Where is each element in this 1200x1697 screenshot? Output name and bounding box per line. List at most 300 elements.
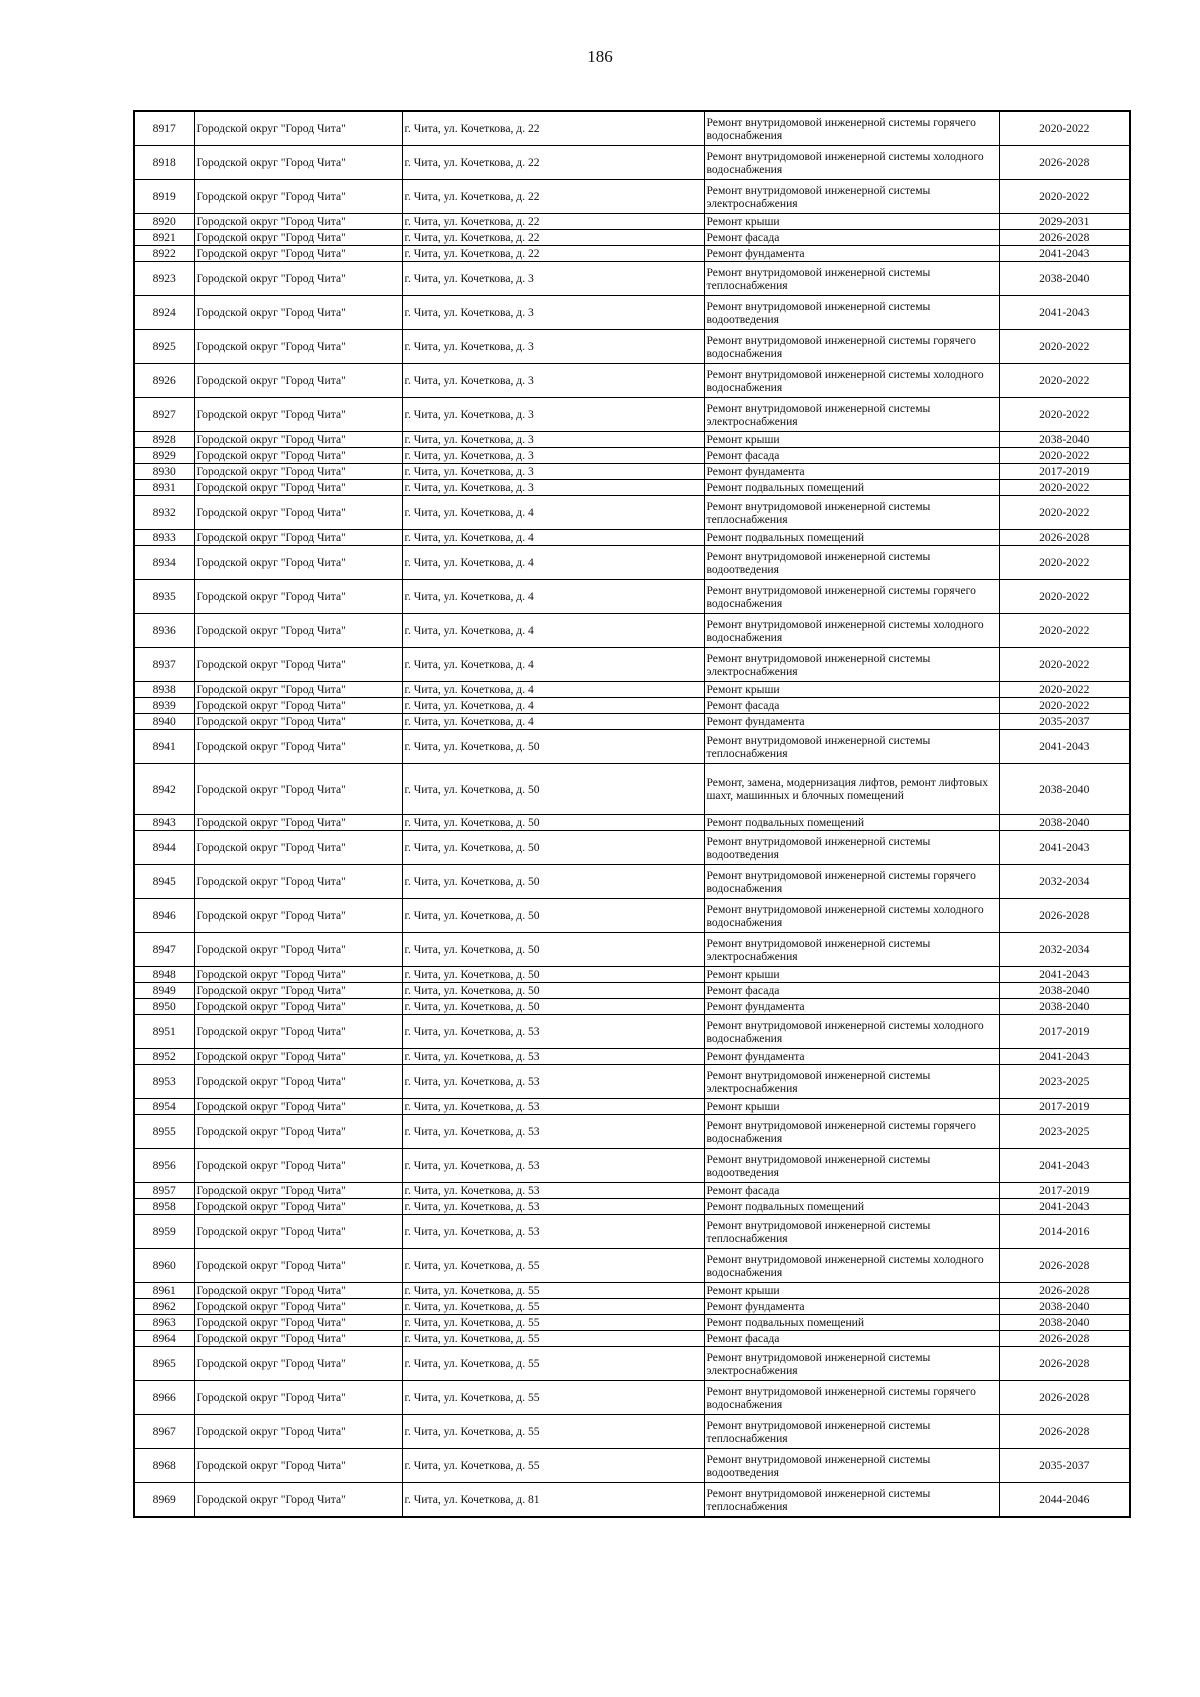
row-number-cell: 8917 xyxy=(134,111,194,146)
table-row xyxy=(134,730,1130,764)
table-row xyxy=(134,364,1130,398)
row-number-cell: 8955 xyxy=(134,1115,194,1149)
municipality-cell: Городской округ "Город Чита" xyxy=(194,448,402,464)
row-number-cell: 8950 xyxy=(134,999,194,1015)
municipality-cell: Городской округ "Город Чита" xyxy=(194,480,402,496)
address-cell: г. Чита, ул. Кочеткова, д. 53 xyxy=(402,1215,704,1249)
row-number-cell: 8934 xyxy=(134,546,194,580)
address-cell: г. Чита, ул. Кочеткова, д. 50 xyxy=(402,899,704,933)
period-cell: 2020-2022 xyxy=(999,496,1130,530)
work-type-cell: Ремонт внутридомовой инженерной системы электроснабжения xyxy=(704,933,999,967)
municipality-cell: Городской округ "Город Чита" xyxy=(194,1049,402,1065)
period-cell: 2041-2043 xyxy=(999,1199,1130,1215)
work-type-cell: Ремонт, замена, модернизация лифтов, ремонт лифтовых шахт, машинных и блочных помещений xyxy=(704,764,999,815)
period-cell: 2020-2022 xyxy=(999,330,1130,364)
period-cell: 2044-2046 xyxy=(999,1483,1130,1518)
table-row xyxy=(134,967,1130,983)
work-type-cell: Ремонт внутридомовой инженерной системы водоотведения xyxy=(704,831,999,865)
row-number-cell: 8936 xyxy=(134,614,194,648)
row-number-cell: 8927 xyxy=(134,398,194,432)
municipality-cell: Городской округ "Город Чита" xyxy=(194,432,402,448)
row-number-cell: 8951 xyxy=(134,1015,194,1049)
municipality-cell: Городской округ "Город Чита" xyxy=(194,1183,402,1199)
work-type-cell: Ремонт фасада xyxy=(704,230,999,246)
address-cell: г. Чита, ул. Кочеткова, д. 55 xyxy=(402,1315,704,1331)
table-row xyxy=(134,614,1130,648)
period-cell: 2026-2028 xyxy=(999,146,1130,180)
row-number-cell: 8965 xyxy=(134,1347,194,1381)
work-type-cell: Ремонт крыши xyxy=(704,1099,999,1115)
work-type-cell: Ремонт внутридомовой инженерной системы электроснабжения xyxy=(704,1065,999,1099)
row-number-cell: 8926 xyxy=(134,364,194,398)
table-row xyxy=(134,262,1130,296)
row-number-cell: 8946 xyxy=(134,899,194,933)
period-cell: 2041-2043 xyxy=(999,831,1130,865)
period-cell: 2023-2025 xyxy=(999,1115,1130,1149)
period-cell: 2017-2019 xyxy=(999,1015,1130,1049)
table-row xyxy=(134,648,1130,682)
period-cell: 2026-2028 xyxy=(999,230,1130,246)
table-row xyxy=(134,1381,1130,1415)
address-cell: г. Чита, ул. Кочеткова, д. 53 xyxy=(402,1015,704,1049)
municipality-cell: Городской округ "Город Чита" xyxy=(194,1299,402,1315)
table-row xyxy=(134,698,1130,714)
table-row xyxy=(134,764,1130,815)
period-cell: 2032-2034 xyxy=(999,933,1130,967)
municipality-cell: Городской округ "Город Чита" xyxy=(194,999,402,1015)
municipality-cell: Городской округ "Город Чита" xyxy=(194,262,402,296)
municipality-cell: Городской округ "Город Чита" xyxy=(194,1249,402,1283)
row-number-cell: 8967 xyxy=(134,1415,194,1449)
address-cell: г. Чита, ул. Кочеткова, д. 53 xyxy=(402,1049,704,1065)
row-number-cell: 8925 xyxy=(134,330,194,364)
work-type-cell: Ремонт фасада xyxy=(704,983,999,999)
row-number-cell: 8924 xyxy=(134,296,194,330)
municipality-cell: Городской округ "Город Чита" xyxy=(194,764,402,815)
row-number-cell: 8948 xyxy=(134,967,194,983)
work-type-cell: Ремонт фасада xyxy=(704,1183,999,1199)
work-type-cell: Ремонт крыши xyxy=(704,682,999,698)
municipality-cell: Городской округ "Город Чита" xyxy=(194,899,402,933)
address-cell: г. Чита, ул. Кочеткова, д. 81 xyxy=(402,1483,704,1518)
address-cell: г. Чита, ул. Кочеткова, д. 3 xyxy=(402,432,704,448)
address-cell: г. Чита, ул. Кочеткова, д. 53 xyxy=(402,1183,704,1199)
table-row xyxy=(134,1065,1130,1099)
municipality-cell: Городской округ "Город Чита" xyxy=(194,1065,402,1099)
address-cell: г. Чита, ул. Кочеткова, д. 55 xyxy=(402,1331,704,1347)
address-cell: г. Чита, ул. Кочеткова, д. 4 xyxy=(402,614,704,648)
table-row xyxy=(134,1347,1130,1381)
row-number-cell: 8944 xyxy=(134,831,194,865)
row-number-cell: 8963 xyxy=(134,1315,194,1331)
municipality-cell: Городской округ "Город Чита" xyxy=(194,330,402,364)
repair-schedule-table xyxy=(133,110,1131,1518)
table-row xyxy=(134,330,1130,364)
address-cell: г. Чита, ул. Кочеткова, д. 3 xyxy=(402,464,704,480)
table-row xyxy=(134,432,1130,448)
work-type-cell: Ремонт внутридомовой инженерной системы холодного водоснабжения xyxy=(704,1015,999,1049)
row-number-cell: 8958 xyxy=(134,1199,194,1215)
row-number-cell: 8921 xyxy=(134,230,194,246)
address-cell: г. Чита, ул. Кочеткова, д. 3 xyxy=(402,480,704,496)
work-type-cell: Ремонт фундамента xyxy=(704,1049,999,1065)
table-row xyxy=(134,1299,1130,1315)
table-row xyxy=(134,1215,1130,1249)
work-type-cell: Ремонт крыши xyxy=(704,214,999,230)
period-cell: 2020-2022 xyxy=(999,480,1130,496)
work-type-cell: Ремонт фасада xyxy=(704,448,999,464)
work-type-cell: Ремонт внутридомовой инженерной системы холодного водоснабжения xyxy=(704,146,999,180)
address-cell: г. Чита, ул. Кочеткова, д. 55 xyxy=(402,1449,704,1483)
table-row xyxy=(134,580,1130,614)
period-cell: 2032-2034 xyxy=(999,865,1130,899)
work-type-cell: Ремонт подвальных помещений xyxy=(704,530,999,546)
period-cell: 2020-2022 xyxy=(999,398,1130,432)
work-type-cell: Ремонт фасада xyxy=(704,1331,999,1347)
address-cell: г. Чита, ул. Кочеткова, д. 22 xyxy=(402,180,704,214)
period-cell: 2020-2022 xyxy=(999,580,1130,614)
address-cell: г. Чита, ул. Кочеткова, д. 55 xyxy=(402,1381,704,1415)
table-row xyxy=(134,1449,1130,1483)
municipality-cell: Городской округ "Город Чита" xyxy=(194,1315,402,1331)
address-cell: г. Чита, ул. Кочеткова, д. 50 xyxy=(402,764,704,815)
work-type-cell: Ремонт внутридомовой инженерной системы холодного водоснабжения xyxy=(704,899,999,933)
table-row xyxy=(134,1049,1130,1065)
address-cell: г. Чита, ул. Кочеткова, д. 50 xyxy=(402,730,704,764)
municipality-cell: Городской округ "Город Чита" xyxy=(194,1283,402,1299)
row-number-cell: 8942 xyxy=(134,764,194,815)
work-type-cell: Ремонт внутридомовой инженерной системы водоотведения xyxy=(704,546,999,580)
table-row xyxy=(134,1015,1130,1049)
row-number-cell: 8968 xyxy=(134,1449,194,1483)
municipality-cell: Городской округ "Город Чита" xyxy=(194,230,402,246)
page-number: 186 xyxy=(587,47,613,66)
municipality-cell: Городской округ "Город Чита" xyxy=(194,815,402,831)
period-cell: 2041-2043 xyxy=(999,1149,1130,1183)
table-row xyxy=(134,1483,1130,1518)
row-number-cell: 8922 xyxy=(134,246,194,262)
table-row xyxy=(134,546,1130,580)
table-row xyxy=(134,480,1130,496)
row-number-cell: 8954 xyxy=(134,1099,194,1115)
municipality-cell: Городской округ "Город Чита" xyxy=(194,1415,402,1449)
municipality-cell: Городской округ "Город Чита" xyxy=(194,530,402,546)
address-cell: г. Чита, ул. Кочеткова, д. 4 xyxy=(402,698,704,714)
period-cell: 2020-2022 xyxy=(999,546,1130,580)
row-number-cell: 8930 xyxy=(134,464,194,480)
municipality-cell: Городской округ "Город Чита" xyxy=(194,865,402,899)
table-row xyxy=(134,214,1130,230)
address-cell: г. Чита, ул. Кочеткова, д. 22 xyxy=(402,246,704,262)
work-type-cell: Ремонт внутридомовой инженерной системы электроснабжения xyxy=(704,398,999,432)
address-cell: г. Чита, ул. Кочеткова, д. 50 xyxy=(402,815,704,831)
municipality-cell: Городской округ "Город Чита" xyxy=(194,111,402,146)
municipality-cell: Городской округ "Город Чита" xyxy=(194,398,402,432)
address-cell: г. Чита, ул. Кочеткова, д. 4 xyxy=(402,530,704,546)
period-cell: 2038-2040 xyxy=(999,1315,1130,1331)
address-cell: г. Чита, ул. Кочеткова, д. 55 xyxy=(402,1283,704,1299)
address-cell: г. Чита, ул. Кочеткова, д. 3 xyxy=(402,296,704,330)
period-cell: 2038-2040 xyxy=(999,764,1130,815)
row-number-cell: 8940 xyxy=(134,714,194,730)
period-cell: 2026-2028 xyxy=(999,1283,1130,1299)
address-cell: г. Чита, ул. Кочеткова, д. 55 xyxy=(402,1347,704,1381)
table-row xyxy=(134,111,1130,146)
municipality-cell: Городской округ "Город Чита" xyxy=(194,546,402,580)
row-number-cell: 8918 xyxy=(134,146,194,180)
work-type-cell: Ремонт внутридомовой инженерной системы холодного водоснабжения xyxy=(704,364,999,398)
address-cell: г. Чита, ул. Кочеткова, д. 3 xyxy=(402,262,704,296)
address-cell: г. Чита, ул. Кочеткова, д. 50 xyxy=(402,983,704,999)
address-cell: г. Чита, ул. Кочеткова, д. 4 xyxy=(402,648,704,682)
table-row xyxy=(134,180,1130,214)
row-number-cell: 8933 xyxy=(134,530,194,546)
table-row xyxy=(134,1283,1130,1299)
municipality-cell: Городской округ "Город Чита" xyxy=(194,1115,402,1149)
table-row xyxy=(134,899,1130,933)
period-cell: 2017-2019 xyxy=(999,464,1130,480)
row-number-cell: 8964 xyxy=(134,1331,194,1347)
row-number-cell: 8952 xyxy=(134,1049,194,1065)
municipality-cell: Городской округ "Город Чита" xyxy=(194,1015,402,1049)
table-row xyxy=(134,1199,1130,1215)
table-row xyxy=(134,246,1130,262)
table-row xyxy=(134,831,1130,865)
work-type-cell: Ремонт внутридомовой инженерной системы теплоснабжения xyxy=(704,496,999,530)
period-cell: 2038-2040 xyxy=(999,1299,1130,1315)
row-number-cell: 8928 xyxy=(134,432,194,448)
municipality-cell: Городской округ "Город Чита" xyxy=(194,933,402,967)
address-cell: г. Чита, ул. Кочеткова, д. 53 xyxy=(402,1099,704,1115)
address-cell: г. Чита, ул. Кочеткова, д. 50 xyxy=(402,865,704,899)
period-cell: 2035-2037 xyxy=(999,1449,1130,1483)
address-cell: г. Чита, ул. Кочеткова, д. 22 xyxy=(402,146,704,180)
period-cell: 2026-2028 xyxy=(999,1415,1130,1449)
municipality-cell: Городской округ "Город Чита" xyxy=(194,364,402,398)
address-cell: г. Чита, ул. Кочеткова, д. 4 xyxy=(402,580,704,614)
period-cell: 2020-2022 xyxy=(999,111,1130,146)
table-row xyxy=(134,398,1130,432)
address-cell: г. Чита, ул. Кочеткова, д. 53 xyxy=(402,1149,704,1183)
work-type-cell: Ремонт внутридомовой инженерной системы горячего водоснабжения xyxy=(704,1115,999,1149)
address-cell: г. Чита, ул. Кочеткова, д. 55 xyxy=(402,1415,704,1449)
period-cell: 2029-2031 xyxy=(999,214,1130,230)
work-type-cell: Ремонт внутридомовой инженерной системы теплоснабжения xyxy=(704,1215,999,1249)
row-number-cell: 8938 xyxy=(134,682,194,698)
municipality-cell: Городской округ "Город Чита" xyxy=(194,1347,402,1381)
work-type-cell: Ремонт подвальных помещений xyxy=(704,815,999,831)
work-type-cell: Ремонт внутридомовой инженерной системы горячего водоснабжения xyxy=(704,330,999,364)
row-number-cell: 8941 xyxy=(134,730,194,764)
row-number-cell: 8935 xyxy=(134,580,194,614)
municipality-cell: Городской округ "Город Чита" xyxy=(194,464,402,480)
address-cell: г. Чита, ул. Кочеткова, д. 53 xyxy=(402,1065,704,1099)
table-row xyxy=(134,464,1130,480)
period-cell: 2020-2022 xyxy=(999,614,1130,648)
table-row xyxy=(134,983,1130,999)
work-type-cell: Ремонт внутридомовой инженерной системы электроснабжения xyxy=(704,648,999,682)
municipality-cell: Городской округ "Город Чита" xyxy=(194,496,402,530)
row-number-cell: 8953 xyxy=(134,1065,194,1099)
row-number-cell: 8947 xyxy=(134,933,194,967)
table-row xyxy=(134,933,1130,967)
table-row xyxy=(134,1331,1130,1347)
work-type-cell: Ремонт внутридомовой инженерной системы водоотведения xyxy=(704,296,999,330)
municipality-cell: Городской округ "Город Чита" xyxy=(194,714,402,730)
table-row xyxy=(134,296,1130,330)
municipality-cell: Городской округ "Город Чита" xyxy=(194,1199,402,1215)
municipality-cell: Городской округ "Город Чита" xyxy=(194,1149,402,1183)
period-cell: 2038-2040 xyxy=(999,432,1130,448)
table-row xyxy=(134,230,1130,246)
municipality-cell: Городской округ "Город Чита" xyxy=(194,180,402,214)
municipality-cell: Городской округ "Город Чита" xyxy=(194,1215,402,1249)
table-row xyxy=(134,714,1130,730)
work-type-cell: Ремонт внутридомовой инженерной системы холодного водоснабжения xyxy=(704,614,999,648)
municipality-cell: Городской округ "Город Чита" xyxy=(194,1483,402,1518)
row-number-cell: 8945 xyxy=(134,865,194,899)
address-cell: г. Чита, ул. Кочеткова, д. 22 xyxy=(402,230,704,246)
period-cell: 2026-2028 xyxy=(999,1347,1130,1381)
address-cell: г. Чита, ул. Кочеткова, д. 4 xyxy=(402,546,704,580)
municipality-cell: Городской округ "Город Чита" xyxy=(194,698,402,714)
table-row xyxy=(134,146,1130,180)
table-row xyxy=(134,1315,1130,1331)
address-cell: г. Чита, ул. Кочеткова, д. 55 xyxy=(402,1249,704,1283)
address-cell: г. Чита, ул. Кочеткова, д. 50 xyxy=(402,933,704,967)
row-number-cell: 8931 xyxy=(134,480,194,496)
period-cell: 2014-2016 xyxy=(999,1215,1130,1249)
period-cell: 2038-2040 xyxy=(999,815,1130,831)
address-cell: г. Чита, ул. Кочеткова, д. 3 xyxy=(402,364,704,398)
table-row xyxy=(134,448,1130,464)
work-type-cell: Ремонт фасада xyxy=(704,698,999,714)
period-cell: 2038-2040 xyxy=(999,999,1130,1015)
work-type-cell: Ремонт внутридомовой инженерной системы теплоснабжения xyxy=(704,262,999,296)
table-row xyxy=(134,682,1130,698)
row-number-cell: 8923 xyxy=(134,262,194,296)
table-row xyxy=(134,815,1130,831)
work-type-cell: Ремонт подвальных помещений xyxy=(704,1315,999,1331)
municipality-cell: Городской округ "Город Чита" xyxy=(194,983,402,999)
row-number-cell: 8962 xyxy=(134,1299,194,1315)
period-cell: 2020-2022 xyxy=(999,698,1130,714)
table-row xyxy=(134,496,1130,530)
row-number-cell: 8959 xyxy=(134,1215,194,1249)
work-type-cell: Ремонт внутридомовой инженерной системы теплоснабжения xyxy=(704,1415,999,1449)
row-number-cell: 8937 xyxy=(134,648,194,682)
municipality-cell: Городской округ "Город Чита" xyxy=(194,1099,402,1115)
table-row xyxy=(134,1115,1130,1149)
work-type-cell: Ремонт внутридомовой инженерной системы горячего водоснабжения xyxy=(704,1381,999,1415)
row-number-cell: 8920 xyxy=(134,214,194,230)
municipality-cell: Городской округ "Город Чита" xyxy=(194,1331,402,1347)
period-cell: 2020-2022 xyxy=(999,648,1130,682)
row-number-cell: 8929 xyxy=(134,448,194,464)
address-cell: г. Чита, ул. Кочеткова, д. 4 xyxy=(402,714,704,730)
period-cell: 2017-2019 xyxy=(999,1183,1130,1199)
work-type-cell: Ремонт внутридомовой инженерной системы горячего водоснабжения xyxy=(704,111,999,146)
period-cell: 2026-2028 xyxy=(999,530,1130,546)
municipality-cell: Городской округ "Город Чита" xyxy=(194,246,402,262)
period-cell: 2020-2022 xyxy=(999,682,1130,698)
period-cell: 2026-2028 xyxy=(999,1249,1130,1283)
table-body xyxy=(134,111,1130,1517)
address-cell: г. Чита, ул. Кочеткова, д. 55 xyxy=(402,1299,704,1315)
period-cell: 2023-2025 xyxy=(999,1065,1130,1099)
address-cell: г. Чита, ул. Кочеткова, д. 22 xyxy=(402,214,704,230)
period-cell: 2020-2022 xyxy=(999,364,1130,398)
municipality-cell: Городской округ "Город Чита" xyxy=(194,648,402,682)
work-type-cell: Ремонт внутридомовой инженерной системы холодного водоснабжения xyxy=(704,1249,999,1283)
work-type-cell: Ремонт фундамента xyxy=(704,714,999,730)
table-row xyxy=(134,1149,1130,1183)
row-number-cell: 8943 xyxy=(134,815,194,831)
municipality-cell: Городской округ "Город Чита" xyxy=(194,682,402,698)
period-cell: 2020-2022 xyxy=(999,180,1130,214)
municipality-cell: Городской округ "Город Чита" xyxy=(194,614,402,648)
table-row xyxy=(134,865,1130,899)
period-cell: 2020-2022 xyxy=(999,448,1130,464)
row-number-cell: 8957 xyxy=(134,1183,194,1199)
work-type-cell: Ремонт фундамента xyxy=(704,246,999,262)
period-cell: 2017-2019 xyxy=(999,1099,1130,1115)
row-number-cell: 8932 xyxy=(134,496,194,530)
address-cell: г. Чита, ул. Кочеткова, д. 3 xyxy=(402,448,704,464)
row-number-cell: 8949 xyxy=(134,983,194,999)
work-type-cell: Ремонт внутридомовой инженерной системы водоотведения xyxy=(704,1449,999,1483)
work-type-cell: Ремонт крыши xyxy=(704,1283,999,1299)
row-number-cell: 8969 xyxy=(134,1483,194,1518)
address-cell: г. Чита, ул. Кочеткова, д. 50 xyxy=(402,831,704,865)
period-cell: 2041-2043 xyxy=(999,296,1130,330)
table-row xyxy=(134,999,1130,1015)
address-cell: г. Чита, ул. Кочеткова, д. 50 xyxy=(402,967,704,983)
municipality-cell: Городской округ "Город Чита" xyxy=(194,831,402,865)
table-row xyxy=(134,1183,1130,1199)
work-type-cell: Ремонт крыши xyxy=(704,432,999,448)
period-cell: 2026-2028 xyxy=(999,1381,1130,1415)
address-cell: г. Чита, ул. Кочеткова, д. 50 xyxy=(402,999,704,1015)
table-row xyxy=(134,1099,1130,1115)
address-cell: г. Чита, ул. Кочеткова, д. 22 xyxy=(402,111,704,146)
work-type-cell: Ремонт внутридомовой инженерной системы электроснабжения xyxy=(704,180,999,214)
work-type-cell: Ремонт внутридомовой инженерной системы электроснабжения xyxy=(704,1347,999,1381)
period-cell: 2038-2040 xyxy=(999,983,1130,999)
table-row xyxy=(134,1415,1130,1449)
work-type-cell: Ремонт крыши xyxy=(704,967,999,983)
address-cell: г. Чита, ул. Кочеткова, д. 53 xyxy=(402,1199,704,1215)
period-cell: 2026-2028 xyxy=(999,899,1130,933)
period-cell: 2041-2043 xyxy=(999,730,1130,764)
row-number-cell: 8956 xyxy=(134,1149,194,1183)
work-type-cell: Ремонт фундамента xyxy=(704,1299,999,1315)
period-cell: 2035-2037 xyxy=(999,714,1130,730)
address-cell: г. Чита, ул. Кочеткова, д. 53 xyxy=(402,1115,704,1149)
address-cell: г. Чита, ул. Кочеткова, д. 3 xyxy=(402,330,704,364)
work-type-cell: Ремонт внутридомовой инженерной системы горячего водоснабжения xyxy=(704,865,999,899)
municipality-cell: Городской округ "Город Чита" xyxy=(194,1449,402,1483)
address-cell: г. Чита, ул. Кочеткова, д. 4 xyxy=(402,496,704,530)
municipality-cell: Городской округ "Город Чита" xyxy=(194,1381,402,1415)
work-type-cell: Ремонт подвальных помещений xyxy=(704,1199,999,1215)
municipality-cell: Городской округ "Город Чита" xyxy=(194,296,402,330)
work-type-cell: Ремонт внутридомовой инженерной системы водоотведения xyxy=(704,1149,999,1183)
work-type-cell: Ремонт внутридомовой инженерной системы теплоснабжения xyxy=(704,1483,999,1518)
period-cell: 2038-2040 xyxy=(999,262,1130,296)
address-cell: г. Чита, ул. Кочеткова, д. 4 xyxy=(402,682,704,698)
municipality-cell: Городской округ "Город Чита" xyxy=(194,214,402,230)
